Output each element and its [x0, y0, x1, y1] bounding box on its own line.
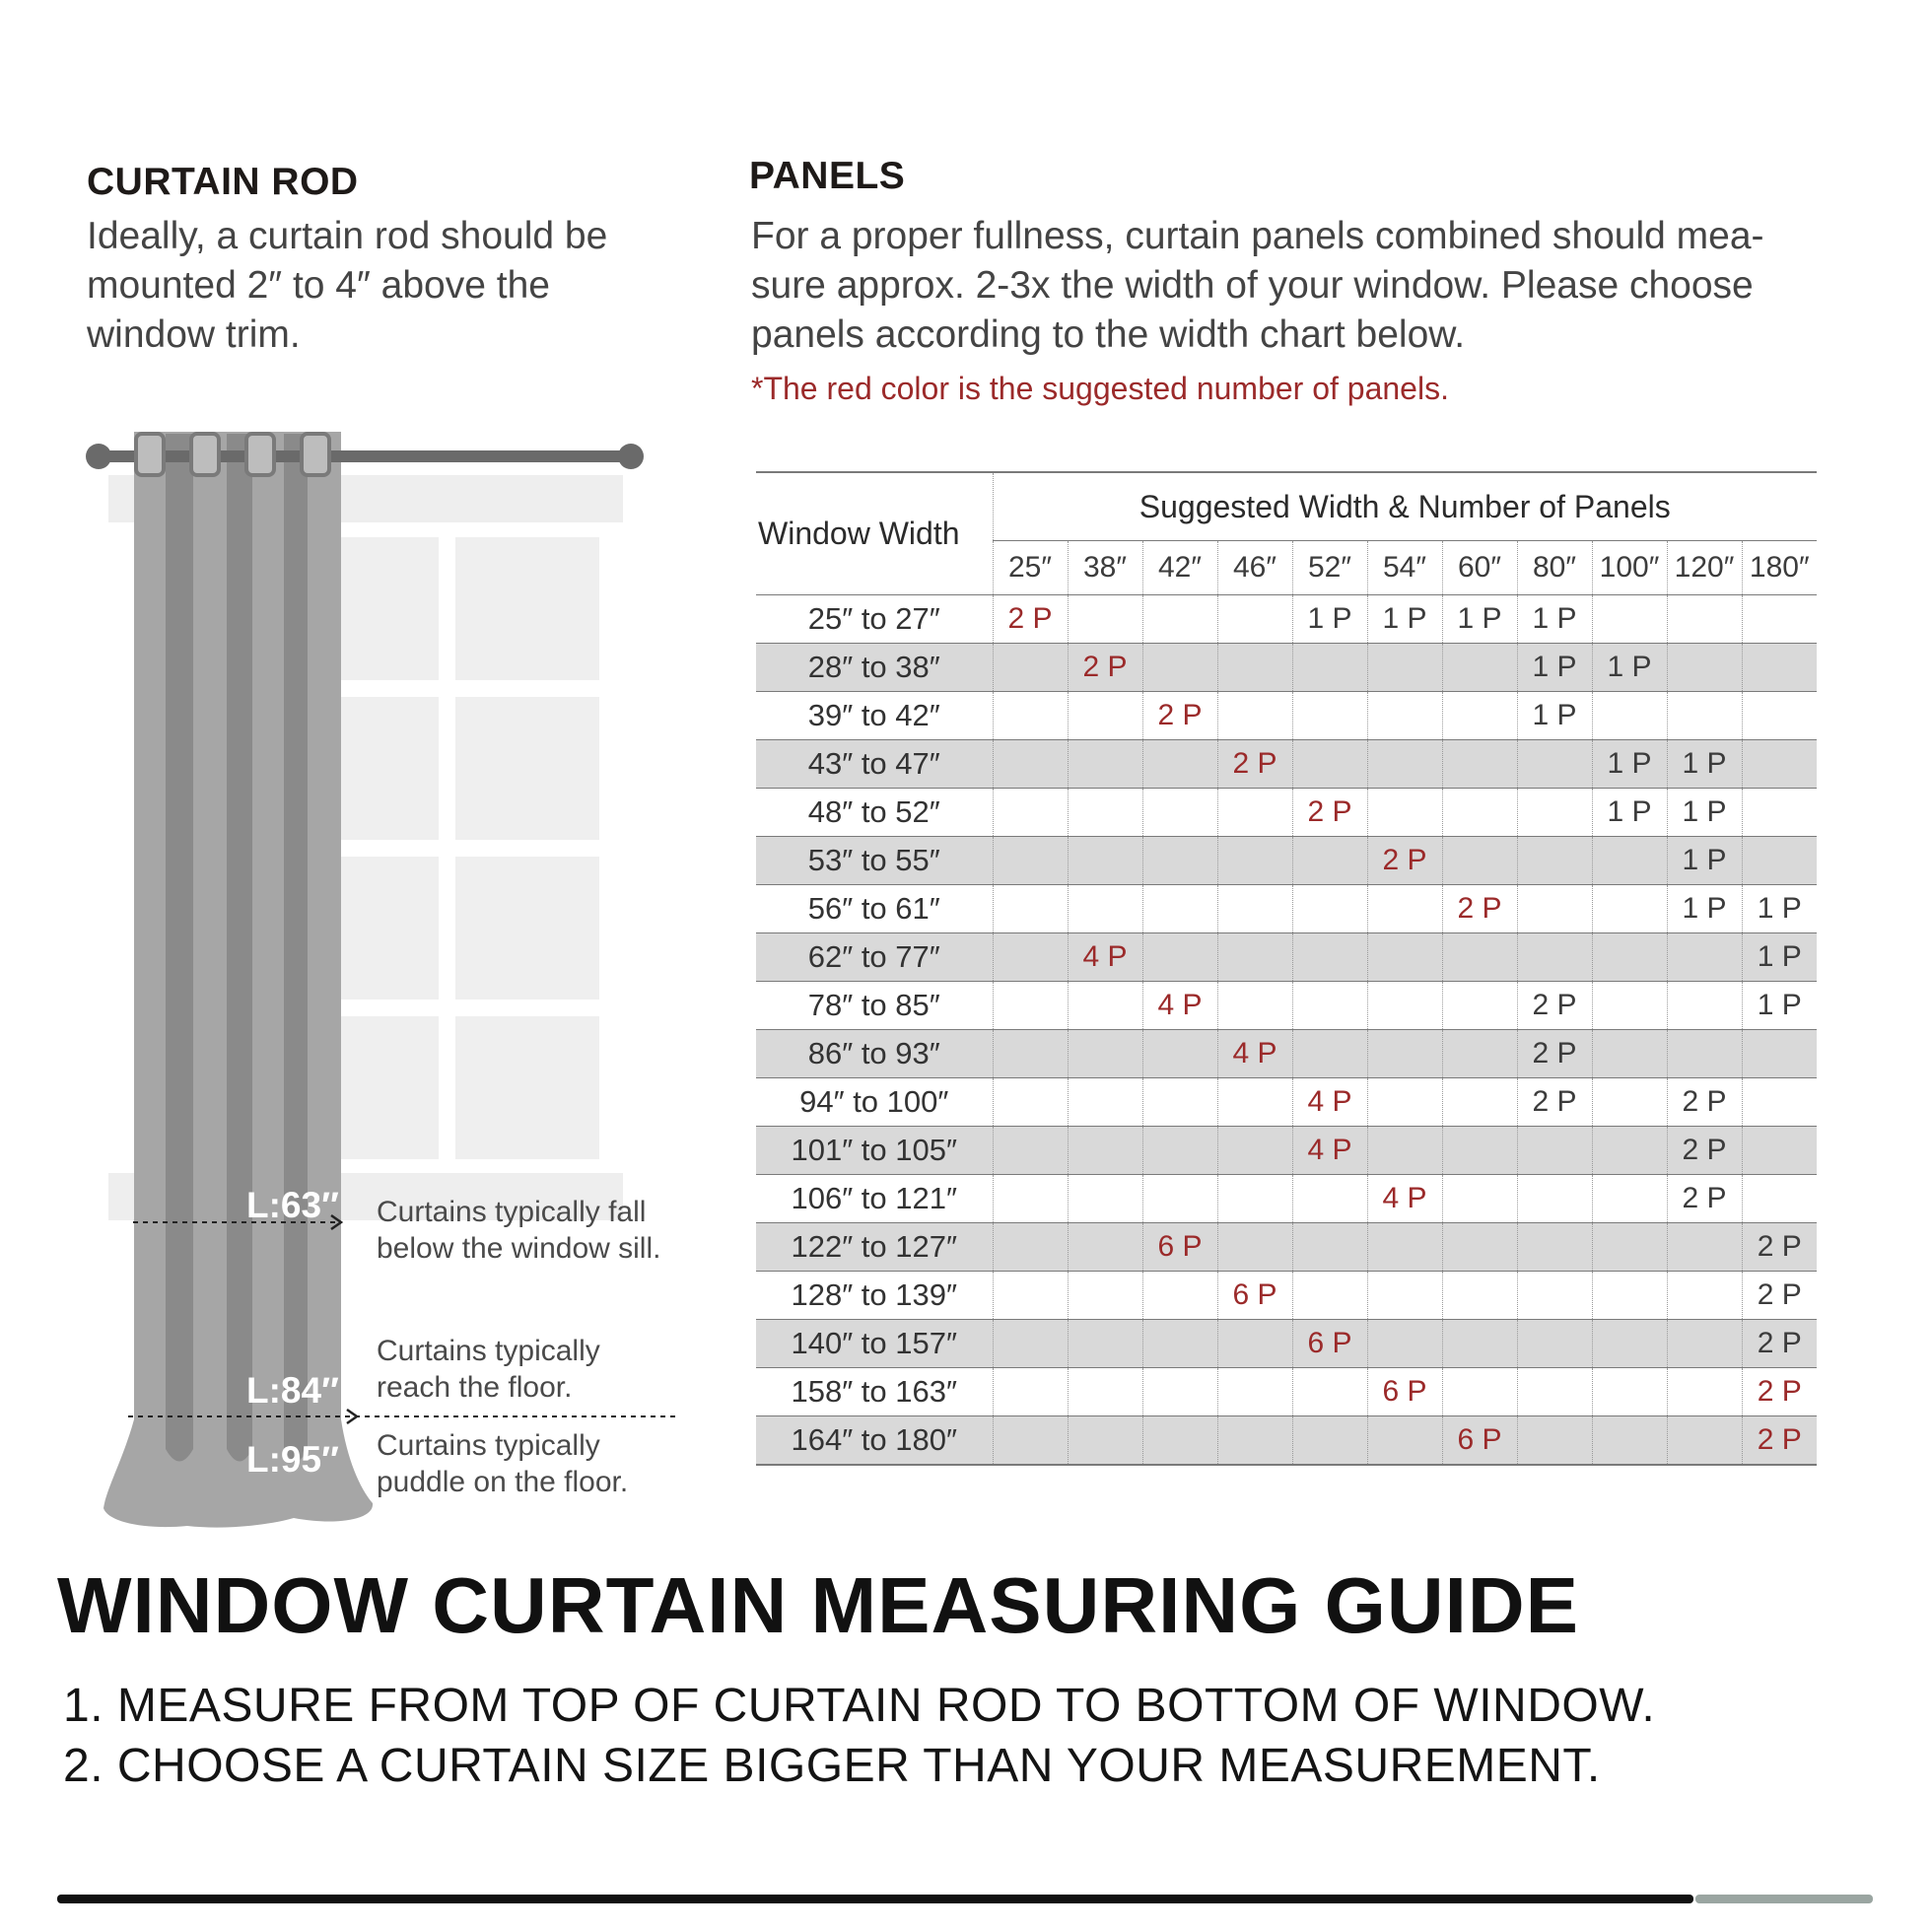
suggested-panel-cell: 2 P	[1068, 644, 1142, 692]
table-row	[756, 1368, 1817, 1416]
panel-cell: 1 P	[1667, 885, 1742, 933]
panel-cell	[1217, 1127, 1292, 1175]
panel-cell	[1442, 1320, 1517, 1368]
width-col-header: 42″	[1142, 541, 1217, 595]
panel-cell	[1367, 885, 1442, 933]
panel-cell	[1292, 885, 1367, 933]
panel-cell	[1068, 1127, 1142, 1175]
panel-cell	[1217, 595, 1292, 644]
panel-cell	[1667, 692, 1742, 740]
panel-cell	[993, 692, 1068, 740]
suggested-panel-cell: 4 P	[1292, 1127, 1367, 1175]
panel-cell	[993, 1030, 1068, 1078]
window-width-range: 28″ to 38″	[756, 644, 993, 692]
panel-cell	[1217, 885, 1292, 933]
width-col-header: 180″	[1742, 541, 1817, 595]
panel-cell	[1592, 1416, 1667, 1465]
panel-cell	[1367, 1030, 1442, 1078]
guide-title: WINDOW CURTAIN MEASURING GUIDE	[57, 1561, 1579, 1649]
panel-cell	[1592, 837, 1667, 885]
width-col-header: 46″	[1217, 541, 1292, 595]
suggested-panel-cell: 2 P	[993, 595, 1068, 644]
panel-cell	[1367, 933, 1442, 982]
panel-cell	[1742, 1078, 1817, 1127]
panel-cell	[1068, 1078, 1142, 1127]
panel-cell	[1442, 644, 1517, 692]
panel-cell	[1367, 692, 1442, 740]
suggested-panel-cell: 4 P	[1367, 1175, 1442, 1223]
panel-cell: 1 P	[1592, 789, 1667, 837]
panel-cell	[1517, 933, 1592, 982]
panel-cell	[1667, 1320, 1742, 1368]
panel-cell	[1142, 933, 1217, 982]
guide-step-1: 1. MEASURE FROM TOP OF CURTAIN ROD TO BOTTOM OF WINDOW.	[63, 1680, 1656, 1732]
table-row	[756, 1416, 1817, 1465]
suggested-panel-cell: 2 P	[1442, 885, 1517, 933]
window-width-range: 140″ to 157″	[756, 1320, 993, 1368]
suggested-panel-cell: 6 P	[1442, 1416, 1517, 1465]
panel-cell	[1442, 740, 1517, 789]
panel-cell	[1592, 1320, 1667, 1368]
annotation-sill: Curtains typically fall below the window sill.	[377, 1196, 661, 1265]
panel-cell	[993, 1416, 1068, 1465]
table-row	[756, 933, 1817, 982]
suggested-panel-cell: 2 P	[1142, 692, 1217, 740]
panel-cell: 2 P	[1667, 1175, 1742, 1223]
panel-cell	[1592, 1175, 1667, 1223]
panel-cell	[1217, 1175, 1292, 1223]
panel-cell	[1292, 740, 1367, 789]
panel-cell	[1292, 982, 1367, 1030]
panel-cell	[1367, 1078, 1442, 1127]
panel-cell	[1142, 837, 1217, 885]
window-width-range: 39″ to 42″	[756, 692, 993, 740]
panel-cell: 1 P	[1442, 595, 1517, 644]
panel-cell: 1 P	[1517, 692, 1592, 740]
suggested-panel-cell: 4 P	[1217, 1030, 1292, 1078]
panel-cell	[1667, 982, 1742, 1030]
panel-cell	[1517, 740, 1592, 789]
panel-cell: 2 P	[1667, 1127, 1742, 1175]
panel-cell	[1142, 789, 1217, 837]
table-row	[756, 644, 1817, 692]
bottom-bar	[57, 1895, 1693, 1903]
width-col-header: 60″	[1442, 541, 1517, 595]
panel-cell	[1068, 1320, 1142, 1368]
table-row	[756, 885, 1817, 933]
panel-cell	[993, 837, 1068, 885]
panel-cell	[1667, 933, 1742, 982]
window-width-range: 128″ to 139″	[756, 1272, 993, 1320]
table-row	[756, 740, 1817, 789]
panel-cell	[1367, 1223, 1442, 1272]
window-width-header: Window Width	[758, 516, 960, 551]
bottom-bar-accent	[1695, 1895, 1873, 1903]
width-chart-body	[756, 595, 1817, 1465]
panel-cell	[1442, 1272, 1517, 1320]
panel-cell	[1517, 1272, 1592, 1320]
panel-cell	[1742, 789, 1817, 837]
suggested-panel-cell: 6 P	[1367, 1368, 1442, 1416]
panel-cell: 2 P	[1517, 1030, 1592, 1078]
window-panes	[340, 537, 599, 1159]
panel-cell	[1442, 1368, 1517, 1416]
window-width-range: 122″ to 127″	[756, 1223, 993, 1272]
panel-cell	[1442, 1175, 1517, 1223]
window-width-range: 25″ to 27″	[756, 595, 993, 644]
panel-cell	[1367, 644, 1442, 692]
panel-cell	[1142, 1320, 1217, 1368]
width-chart	[756, 471, 1817, 1466]
suggested-panel-cell: 6 P	[1142, 1223, 1217, 1272]
panel-cell	[993, 1127, 1068, 1175]
panel-cell	[993, 933, 1068, 982]
panel-cell: 2 P	[1517, 982, 1592, 1030]
curtain-rod	[99, 450, 631, 462]
table-row	[756, 1030, 1817, 1078]
panel-cell	[1667, 1030, 1742, 1078]
panel-cell	[1217, 1320, 1292, 1368]
panel-cell	[1667, 644, 1742, 692]
table-row	[756, 789, 1817, 837]
panel-cell	[1292, 1272, 1367, 1320]
panel-cell	[1442, 692, 1517, 740]
panel-cell	[1292, 1416, 1367, 1465]
panel-cell	[1292, 837, 1367, 885]
panel-cell	[993, 982, 1068, 1030]
panel-cell	[1217, 1223, 1292, 1272]
window-width-range: 164″ to 180″	[756, 1416, 993, 1465]
panel-cell	[1292, 692, 1367, 740]
panel-cell: 1 P	[1742, 933, 1817, 982]
panel-cell: 1 P	[1517, 644, 1592, 692]
panel-cell	[1292, 1030, 1367, 1078]
panel-cell: 1 P	[1667, 789, 1742, 837]
panel-cell	[1517, 1127, 1592, 1175]
panel-cell	[1142, 740, 1217, 789]
panel-cell	[1142, 1078, 1217, 1127]
panel-cell	[1442, 1078, 1517, 1127]
panel-cell	[1217, 837, 1292, 885]
window-width-range: 48″ to 52″	[756, 789, 993, 837]
suggested-panel-cell: 2 P	[1742, 1416, 1817, 1465]
panel-cell: 2 P	[1742, 1223, 1817, 1272]
table-row	[756, 1078, 1817, 1127]
panel-cell	[1742, 837, 1817, 885]
length-label-84: L:84″	[246, 1370, 339, 1411]
panels-description: For a proper fullness, curtain panels combined should mea- sure approx. 2-3x the width of your window. Please choose panels according to the width chart below.	[751, 215, 1764, 356]
width-col-header: 25″	[993, 541, 1068, 595]
table-row	[756, 1127, 1817, 1175]
red-color-note: *The red color is the suggested number of panels.	[751, 371, 1449, 406]
panel-cell	[1367, 789, 1442, 837]
panel-cell	[1742, 692, 1817, 740]
panel-cell	[1068, 837, 1142, 885]
panel-cell: 1 P	[1292, 595, 1367, 644]
panel-cell	[1068, 1272, 1142, 1320]
width-col-header: 54″	[1367, 541, 1442, 595]
panel-cell	[1068, 1030, 1142, 1078]
window-width-range: 56″ to 61″	[756, 885, 993, 933]
panel-cell	[1517, 1368, 1592, 1416]
panel-cell	[1667, 1223, 1742, 1272]
width-col-header: 52″	[1292, 541, 1367, 595]
curtain-rod-description: Ideally, a curtain rod should be mounted 2″ to 4″ above the window trim.	[87, 215, 608, 356]
panel-cell	[1068, 1175, 1142, 1223]
width-col-header: 80″	[1517, 541, 1592, 595]
rod-finial-right	[618, 444, 644, 469]
panel-cell: 1 P	[1592, 740, 1667, 789]
window-width-range: 53″ to 55″	[756, 837, 993, 885]
width-chart-table	[756, 473, 1817, 1464]
suggested-panel-cell: 6 P	[1217, 1272, 1292, 1320]
panel-cell	[1217, 692, 1292, 740]
panel-cell: 2 P	[1742, 1272, 1817, 1320]
panel-cell	[1068, 982, 1142, 1030]
panel-cell	[1667, 595, 1742, 644]
panel-cell	[1592, 1127, 1667, 1175]
panel-cell: 1 P	[1667, 740, 1742, 789]
panel-cell	[1217, 789, 1292, 837]
panel-cell	[1142, 1175, 1217, 1223]
panel-cell	[993, 740, 1068, 789]
length-label-63: L:63″	[246, 1185, 339, 1225]
panel-cell: 1 P	[1592, 644, 1667, 692]
length-label-95: L:95″	[246, 1439, 339, 1480]
panel-cell	[1068, 595, 1142, 644]
panel-cell: 1 P	[1742, 982, 1817, 1030]
panel-cell	[1667, 1416, 1742, 1465]
panel-cell	[993, 1175, 1068, 1223]
window-width-range: 101″ to 105″	[756, 1127, 993, 1175]
panel-cell: 1 P	[1742, 885, 1817, 933]
panel-cell	[993, 1078, 1068, 1127]
panel-cell	[1142, 1127, 1217, 1175]
panel-cell: 2 P	[1667, 1078, 1742, 1127]
panel-cell: 2 P	[1517, 1078, 1592, 1127]
panel-cell	[1367, 740, 1442, 789]
panel-cell	[1592, 1223, 1667, 1272]
annotation-floor: Curtains typically reach the floor.	[377, 1335, 600, 1404]
panel-cell	[1742, 1127, 1817, 1175]
panel-cell	[1442, 837, 1517, 885]
panel-cell	[1367, 982, 1442, 1030]
panel-cell	[1068, 789, 1142, 837]
panel-cell	[1068, 740, 1142, 789]
panel-cell	[1442, 1223, 1517, 1272]
table-row	[756, 692, 1817, 740]
panel-cell	[1517, 1320, 1592, 1368]
panel-cell	[1292, 933, 1367, 982]
panel-cell	[1517, 789, 1592, 837]
suggested-panel-cell: 6 P	[1292, 1320, 1367, 1368]
panel-cell	[1592, 933, 1667, 982]
panel-cell	[1592, 885, 1667, 933]
panel-cell	[1517, 1223, 1592, 1272]
suggested-panel-cell: 4 P	[1292, 1078, 1367, 1127]
panel-cell	[1592, 1368, 1667, 1416]
panel-cell	[1592, 1030, 1667, 1078]
panel-cell	[1142, 1416, 1217, 1465]
panel-cell	[1517, 1416, 1592, 1465]
guide-step-2: 2. CHOOSE A CURTAIN SIZE BIGGER THAN YOUR MEASUREMENT.	[63, 1740, 1601, 1792]
panel-cell	[1142, 1030, 1217, 1078]
suggested-panel-cell: 4 P	[1068, 933, 1142, 982]
panel-cell	[1667, 1368, 1742, 1416]
panel-cell	[1442, 789, 1517, 837]
panel-cell: 1 P	[1367, 595, 1442, 644]
panel-cell	[1292, 1223, 1367, 1272]
table-row	[756, 837, 1817, 885]
panel-cell	[1217, 644, 1292, 692]
panel-cell	[1142, 644, 1217, 692]
table-row	[756, 1223, 1817, 1272]
panel-cell	[993, 1272, 1068, 1320]
rod-finial-left	[86, 444, 111, 469]
panel-cell	[993, 1320, 1068, 1368]
table-row	[756, 1272, 1817, 1320]
panel-cell	[1592, 1078, 1667, 1127]
suggested-panel-cell: 2 P	[1217, 740, 1292, 789]
panel-cell	[1367, 1416, 1442, 1465]
panel-cell: 1 P	[1517, 595, 1592, 644]
panel-cell	[993, 644, 1068, 692]
window-width-range: 106″ to 121″	[756, 1175, 993, 1223]
panel-cell: 1 P	[1667, 837, 1742, 885]
panel-cell	[1292, 1175, 1367, 1223]
window-width-range: 158″ to 163″	[756, 1368, 993, 1416]
panel-cell	[1442, 1030, 1517, 1078]
curtain-rod-title: CURTAIN ROD	[87, 161, 359, 203]
width-col-header: 120″	[1667, 541, 1742, 595]
panel-cell	[993, 885, 1068, 933]
panel-cell	[993, 1368, 1068, 1416]
panel-cell	[1367, 1272, 1442, 1320]
annotation-puddle: Curtains typically puddle on the floor.	[377, 1429, 629, 1498]
panel-cell	[1142, 885, 1217, 933]
panel-cell	[1142, 595, 1217, 644]
table-row	[756, 1320, 1817, 1368]
panel-cell	[1068, 1223, 1142, 1272]
panel-cell	[1068, 1416, 1142, 1465]
panel-cell	[1517, 1175, 1592, 1223]
panel-cell	[1742, 1030, 1817, 1078]
width-col-header: 38″	[1068, 541, 1142, 595]
window-width-range: 94″ to 100″	[756, 1078, 993, 1127]
panel-cell	[1292, 644, 1367, 692]
table-row	[756, 595, 1817, 644]
suggested-panel-cell: 2 P	[1292, 789, 1367, 837]
panel-cell	[1742, 644, 1817, 692]
panel-cell	[1068, 692, 1142, 740]
panel-cell	[1068, 1368, 1142, 1416]
panel-cell	[993, 789, 1068, 837]
panel-cell	[1592, 982, 1667, 1030]
panel-cell	[1742, 740, 1817, 789]
window-width-range: 86″ to 93″	[756, 1030, 993, 1078]
table-row	[756, 982, 1817, 1030]
panel-cell	[1442, 933, 1517, 982]
panel-cell	[1742, 595, 1817, 644]
panel-cell	[1442, 982, 1517, 1030]
panels-title: PANELS	[749, 155, 906, 197]
panel-cell	[1292, 1368, 1367, 1416]
window-width-range: 62″ to 77″	[756, 933, 993, 982]
panel-cell	[1068, 885, 1142, 933]
curtain-folds	[166, 434, 308, 1462]
window-width-range: 78″ to 85″	[756, 982, 993, 1030]
width-col-header: 100″	[1592, 541, 1667, 595]
panel-cell	[1667, 1272, 1742, 1320]
table-row	[756, 1175, 1817, 1223]
panel-cell	[1217, 1368, 1292, 1416]
panel-cell	[993, 1223, 1068, 1272]
suggested-panel-cell: 2 P	[1742, 1368, 1817, 1416]
panel-cell	[1367, 1127, 1442, 1175]
panel-cell	[1142, 1272, 1217, 1320]
panel-cell	[1217, 982, 1292, 1030]
panel-cell	[1742, 1175, 1817, 1223]
suggested-width-header: Suggested Width & Number of Panels	[993, 473, 1817, 541]
window-width-range: 43″ to 47″	[756, 740, 993, 789]
panel-cell	[1517, 885, 1592, 933]
panel-cell	[1217, 1078, 1292, 1127]
suggested-panel-cell: 4 P	[1142, 982, 1217, 1030]
panel-cell	[1217, 933, 1292, 982]
panel-cell: 2 P	[1742, 1320, 1817, 1368]
panel-cell	[1442, 1127, 1517, 1175]
panel-cell	[1142, 1368, 1217, 1416]
panel-cell	[1217, 1416, 1292, 1465]
panel-cell	[1592, 1272, 1667, 1320]
suggested-panel-cell: 2 P	[1367, 837, 1442, 885]
panel-cell	[1517, 837, 1592, 885]
panel-cell	[1367, 1320, 1442, 1368]
panel-cell	[1592, 692, 1667, 740]
panel-cell	[1592, 595, 1667, 644]
